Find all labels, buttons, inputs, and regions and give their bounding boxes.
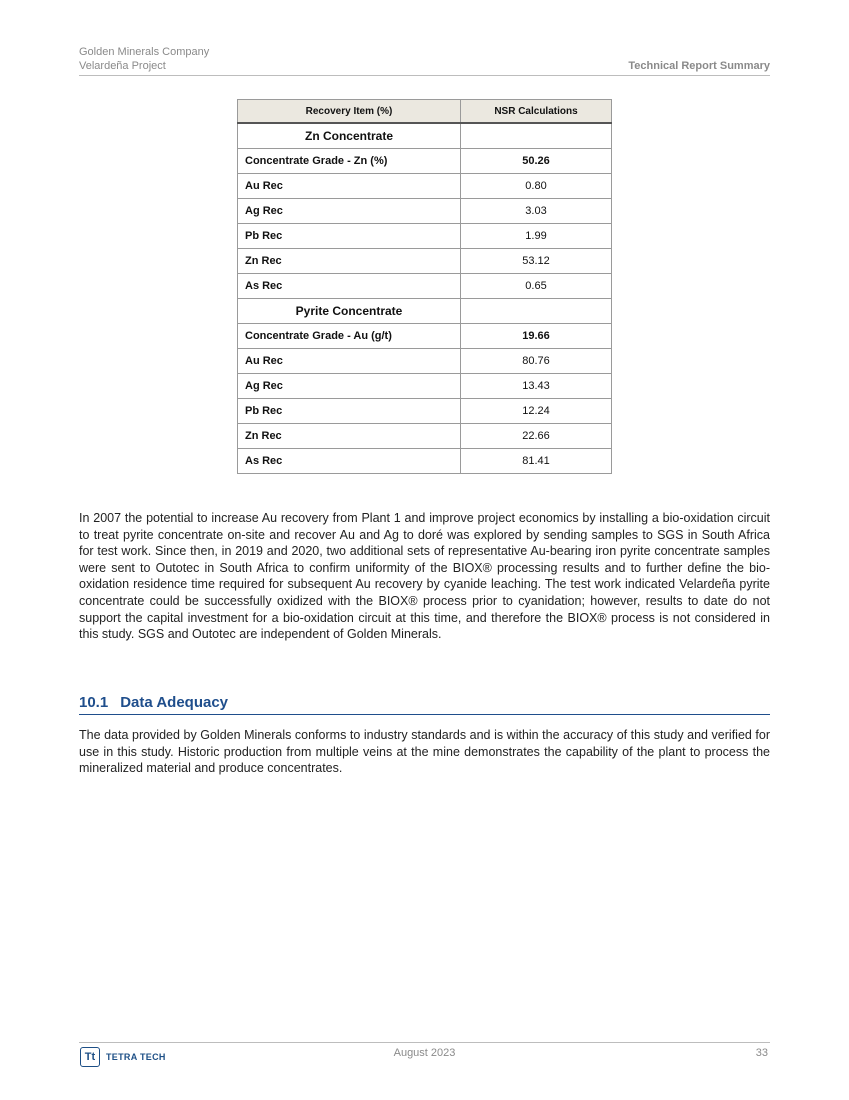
recovery-table (237, 99, 612, 474)
table-row (238, 199, 612, 224)
table-row (238, 174, 612, 199)
empty-cell (461, 123, 612, 149)
table-row (238, 349, 612, 374)
project-name: Velardeña Project (79, 60, 166, 72)
row-value: 0.65 (461, 274, 612, 299)
row-value: 81.41 (461, 449, 612, 474)
row-label: Ag Rec (238, 374, 461, 399)
row-value: 1.99 (461, 224, 612, 249)
row-label: Au Rec (238, 349, 461, 374)
table-row (238, 449, 612, 474)
row-label: Zn Rec (238, 249, 461, 274)
section-title: Data Adequacy (120, 694, 229, 711)
empty-cell (461, 299, 612, 324)
document-type: Technical Report Summary (628, 60, 770, 72)
table-row (238, 424, 612, 449)
table-row (238, 224, 612, 249)
header-left (79, 45, 209, 73)
row-label: Concentrate Grade - Au (g/t) (238, 324, 461, 349)
section-title-cell: Pyrite Concentrate (238, 299, 461, 324)
table-section-row (238, 123, 612, 149)
section-number: 10.1 (79, 694, 109, 711)
tetra-tech-logo-icon: Tt (80, 1047, 100, 1067)
column-header-nsr: NSR Calculations (461, 100, 612, 124)
row-value: 13.43 (461, 374, 612, 399)
logo-text: TETRA TECH (106, 1052, 166, 1062)
company-name: Golden Minerals Company (79, 46, 210, 58)
row-value: 12.24 (461, 399, 612, 424)
footer-divider (79, 1042, 770, 1043)
row-label: Ag Rec (238, 199, 461, 224)
table-row (238, 324, 612, 349)
row-value: 0.80 (461, 174, 612, 199)
body-paragraph-data-adequacy: The data provided by Golden Minerals conforms to industry standards and is within the accuracy of this study and verified for use in this study. Historic production from multiple veins at the mine demonstrates the capability of the plant to process the mineralized material and produce concentrates. (79, 728, 770, 776)
table-row (238, 399, 612, 424)
table-row (238, 149, 612, 174)
section-title-cell: Zn Concentrate (238, 123, 461, 149)
row-label: As Rec (238, 449, 461, 474)
row-label: Pb Rec (238, 399, 461, 424)
table-header-row (238, 100, 612, 124)
row-value: 80.76 (461, 349, 612, 374)
section-heading (79, 694, 770, 715)
row-label: As Rec (238, 274, 461, 299)
table-body (238, 123, 612, 474)
footer-date: August 2023 (393, 1047, 456, 1059)
row-value: 50.26 (461, 149, 612, 174)
row-value: 53.12 (461, 249, 612, 274)
row-label: Au Rec (238, 174, 461, 199)
row-label: Zn Rec (238, 424, 461, 449)
table-row (238, 249, 612, 274)
table-row (238, 374, 612, 399)
row-value: 3.03 (461, 199, 612, 224)
column-header-recovery-item: Recovery Item (%) (238, 100, 461, 124)
header-divider (79, 75, 770, 76)
body-paragraph-biox: In 2007 the potential to increase Au recovery from Plant 1 and improve project economics by installing a bio-oxidation circuit to treat pyrite concentrate on-site and recover Au and Ag to doré was explored by sending samples to SGS in South Africa for test work. Since then, in 2019 and 2020, two additional sets of representative Au-bearing iron pyrite concentrate samples were sent to Outotec in South Africa to confirm uniformity of the BIOX® processing results and to further define the bio-oxidation residence time required for subsequent Au recovery by cyanide leaching. The test work indicated Velardeña pyrite concentrate could be successfully oxidized with the BIOX® process prior to cyanidation; however, results to date do not support the capital investment for a bio-oxidation circuit at this time, and therefore the BIOX® process is not considered in this study. SGS and Outotec are independent of Golden Minerals. (79, 511, 770, 642)
row-value: 19.66 (461, 324, 612, 349)
row-label: Concentrate Grade - Zn (%) (238, 149, 461, 174)
table-section-row (238, 299, 612, 324)
row-value: 22.66 (461, 424, 612, 449)
table-row (238, 274, 612, 299)
page-number: 33 (755, 1047, 768, 1059)
row-label: Pb Rec (238, 224, 461, 249)
